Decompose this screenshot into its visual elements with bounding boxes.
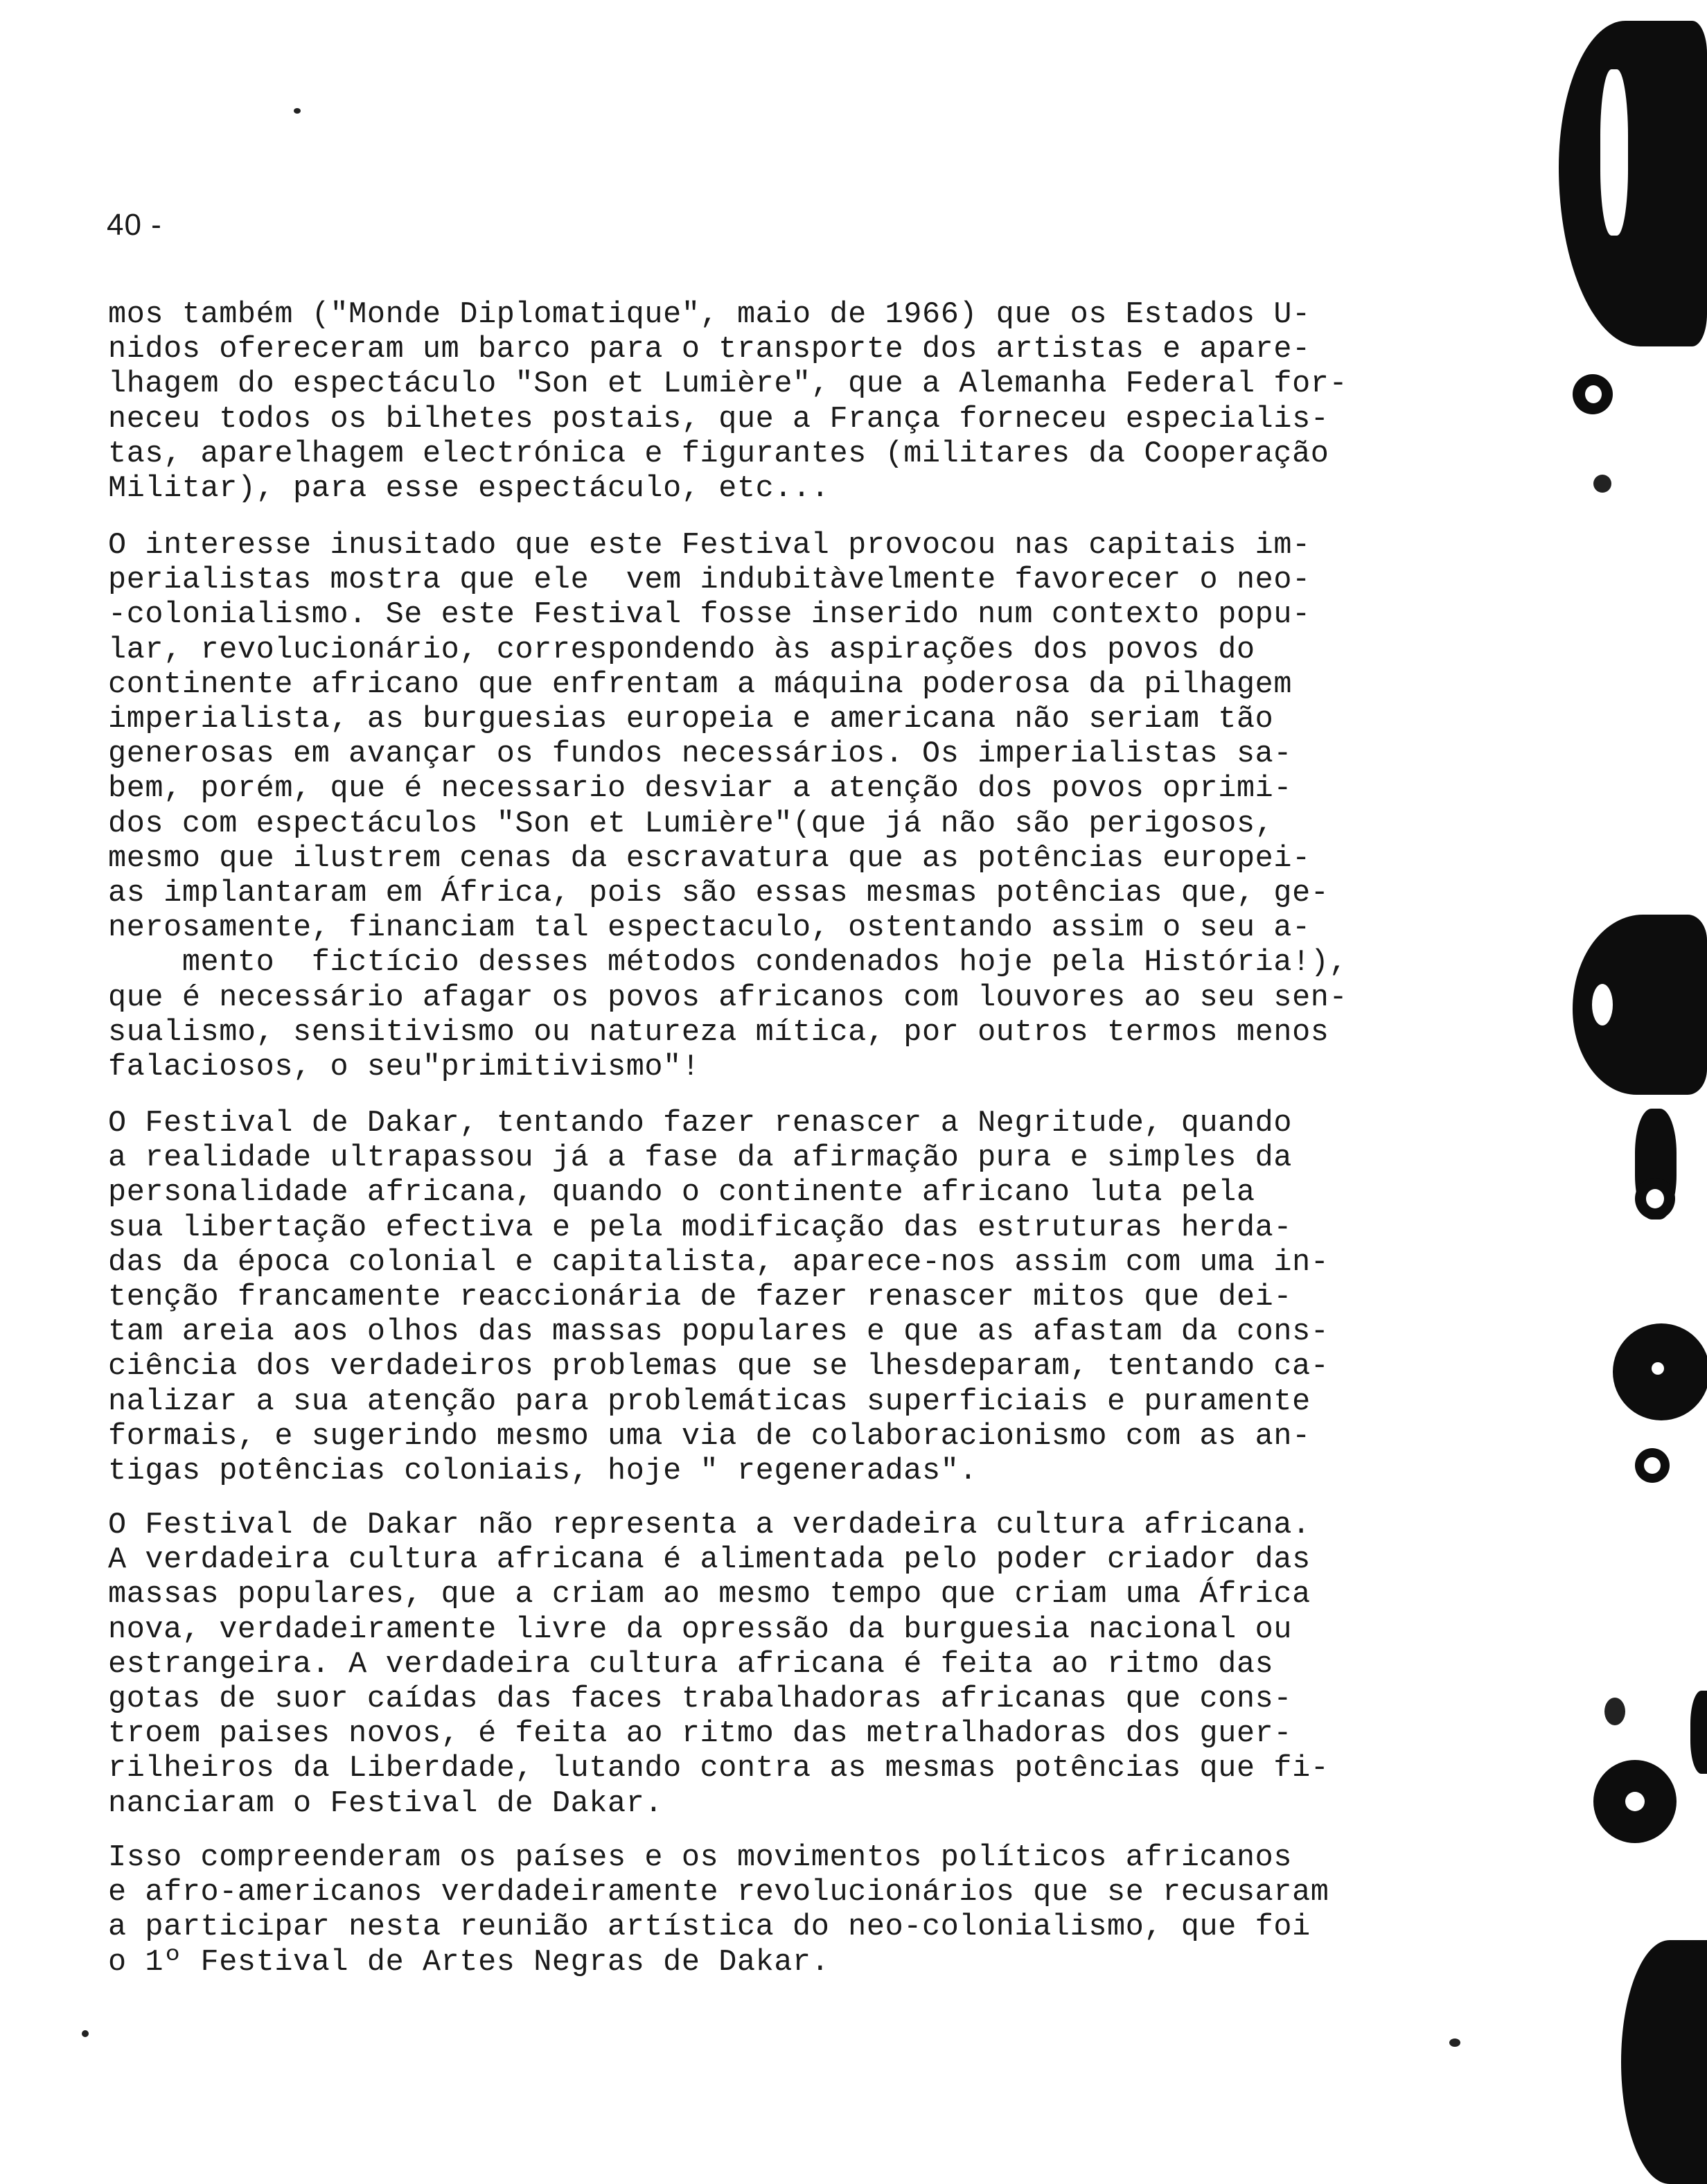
text-line: Militar), para esse espectáculo, etc...: [108, 472, 830, 507]
text-line: a realidade ultrapassou já a fase da afirmação pura e simples da: [108, 1141, 1293, 1176]
text-line: tenção francamente reaccionária de fazer renascer mitos que dei-: [108, 1280, 1293, 1315]
text-line: tas, aparelhagem electrónica e figurantes (militares da Cooperação: [108, 437, 1329, 471]
ink-blot-hole: [1585, 385, 1602, 403]
text-line: mento fictício desses métodos condenados hoje pela História!),: [108, 946, 1348, 980]
text-line: -colonialismo. Se este Festival fosse inserido num contexto popu-: [108, 598, 1311, 633]
ink-blot: [1621, 1940, 1707, 2184]
text-line: continente africano que enfrentam a máquina poderosa da pilhagem: [108, 667, 1293, 702]
text-line: ciência dos verdadeiros problemas que se lhesdeparam, tentando ca-: [108, 1350, 1329, 1384]
text-line: O interesse inusitado que este Festival provocou nas capitais im-: [108, 529, 1311, 563]
text-line: as implantaram em África, pois são essas mesmas potências que, ge-: [108, 877, 1329, 911]
ink-speck: [1604, 1698, 1625, 1725]
ink-speck: [1593, 475, 1611, 493]
paragraph: [108, 298, 1528, 507]
text-line: que é necessário afagar os povos africanos com louvores ao seu sen-: [108, 980, 1348, 1015]
ink-blot-hole: [1600, 69, 1628, 236]
text-line: nidos ofereceram um barco para o transporte dos artistas e apare-: [108, 333, 1311, 367]
text-line: massas populares, que a criam ao mesmo tempo que criam uma África: [108, 1578, 1311, 1612]
text-line: gotas de suor caídas das faces trabalhadoras africanas que cons-: [108, 1682, 1293, 1717]
text-line: lar, revolucionário, correspondendo às aspirações dos povos do: [108, 633, 1255, 667]
text-line: sua libertação efectiva e pela modificação das estruturas herda-: [108, 1210, 1293, 1245]
paragraph: [108, 1107, 1528, 1489]
ink-blot-hole: [1644, 1457, 1661, 1474]
text-line: troem paises novos, é feita ao ritmo das metralhadoras dos guer-: [108, 1717, 1293, 1752]
paragraph: [108, 529, 1528, 1085]
text-line: imperialista, as burguesias europeia e americana não seriam tão: [108, 703, 1274, 737]
ink-blot-hole: [1592, 984, 1613, 1025]
text-line: sualismo, sensitivismo ou natureza mítica, por outros termos menos: [108, 1015, 1329, 1050]
text-line: mesmo que ilustrem cenas da escravatura que as potências europei-: [108, 841, 1311, 876]
text-line: o 1º Festival de Artes Negras de Dakar.: [108, 1945, 830, 1980]
text-line: falaciosos, o seu"primitivismo"!: [108, 1050, 700, 1085]
paragraph: [108, 1508, 1528, 1822]
text-line: O Festival de Dakar, tentando fazer renascer a Negritude, quando: [108, 1107, 1293, 1141]
text-line: estrangeira. A verdadeira cultura africana é feita ao ritmo das: [108, 1647, 1274, 1682]
ink-blot: [1690, 1691, 1707, 1774]
text-line: nanciaram o Festival de Dakar.: [108, 1786, 664, 1821]
text-line: formais, e sugerindo mesmo uma via de colaboracionismo com as an-: [108, 1419, 1311, 1454]
text-line: perialistas mostra que ele vem indubitàvelmente favorecer o neo-: [108, 563, 1311, 598]
ink-blot-hole: [1625, 1792, 1645, 1811]
ink-speck: [294, 108, 301, 114]
text-line: lhagem do espectáculo "Son et Lumière", que a Alemanha Federal for-: [108, 367, 1348, 402]
text-line: nalizar a sua atenção para problemáticas superficiais e puramente: [108, 1384, 1311, 1419]
text-line: tam areia aos olhos das massas populares e que as afastam da cons-: [108, 1315, 1329, 1350]
text-line: das da época colonial e capitalista, aparece-nos assim com uma in-: [108, 1245, 1329, 1280]
text-line: personalidade africana, quando o continente africano luta pela: [108, 1176, 1255, 1210]
page-number: 40 -: [107, 208, 162, 242]
text-line: tigas potências coloniais, hoje " regeneradas".: [108, 1454, 978, 1489]
ink-blot-hole: [1646, 1189, 1664, 1208]
ink-speck: [82, 2030, 89, 2037]
text-line: nova, verdadeiramente livre da opressão da burguesia nacional ou: [108, 1612, 1293, 1647]
text-line: neceu todos os bilhetes postais, que a França forneceu especialis-: [108, 402, 1329, 437]
text-line: O Festival de Dakar não representa a verdadeira cultura africana.: [108, 1508, 1311, 1542]
text-line: A verdadeira cultura africana é alimentada pelo poder criador das: [108, 1543, 1311, 1578]
text-line: rilheiros da Liberdade, lutando contra as mesmas potências que fi-: [108, 1752, 1329, 1786]
text-line: dos com espectáculos "Son et Lumière"(que já não são perigosos,: [108, 807, 1274, 841]
paragraph: [108, 1841, 1528, 1980]
text-line: Isso compreenderam os países e os movimentos políticos africanos: [108, 1841, 1293, 1875]
ink-blot-hole: [1652, 1362, 1664, 1375]
text-line: generosas em avançar os fundos necessários. Os imperialistas sa-: [108, 737, 1293, 772]
ink-speck: [1449, 2038, 1460, 2047]
text-line: bem, porém, que é necessario desviar a atenção dos povos oprimi-: [108, 772, 1293, 807]
text-line: nerosamente, financiam tal espectaculo, ostentando assim o seu a-: [108, 911, 1311, 946]
text-line: a participar nesta reunião artística do neo-colonialismo, que foi: [108, 1910, 1311, 1945]
text-line: mos também ("Monde Diplomatique", maio de 1966) que os Estados U-: [108, 298, 1311, 332]
ink-blot: [1559, 21, 1707, 346]
text-line: e afro-americanos verdadeiramente revolucionários que se recusaram: [108, 1876, 1329, 1910]
